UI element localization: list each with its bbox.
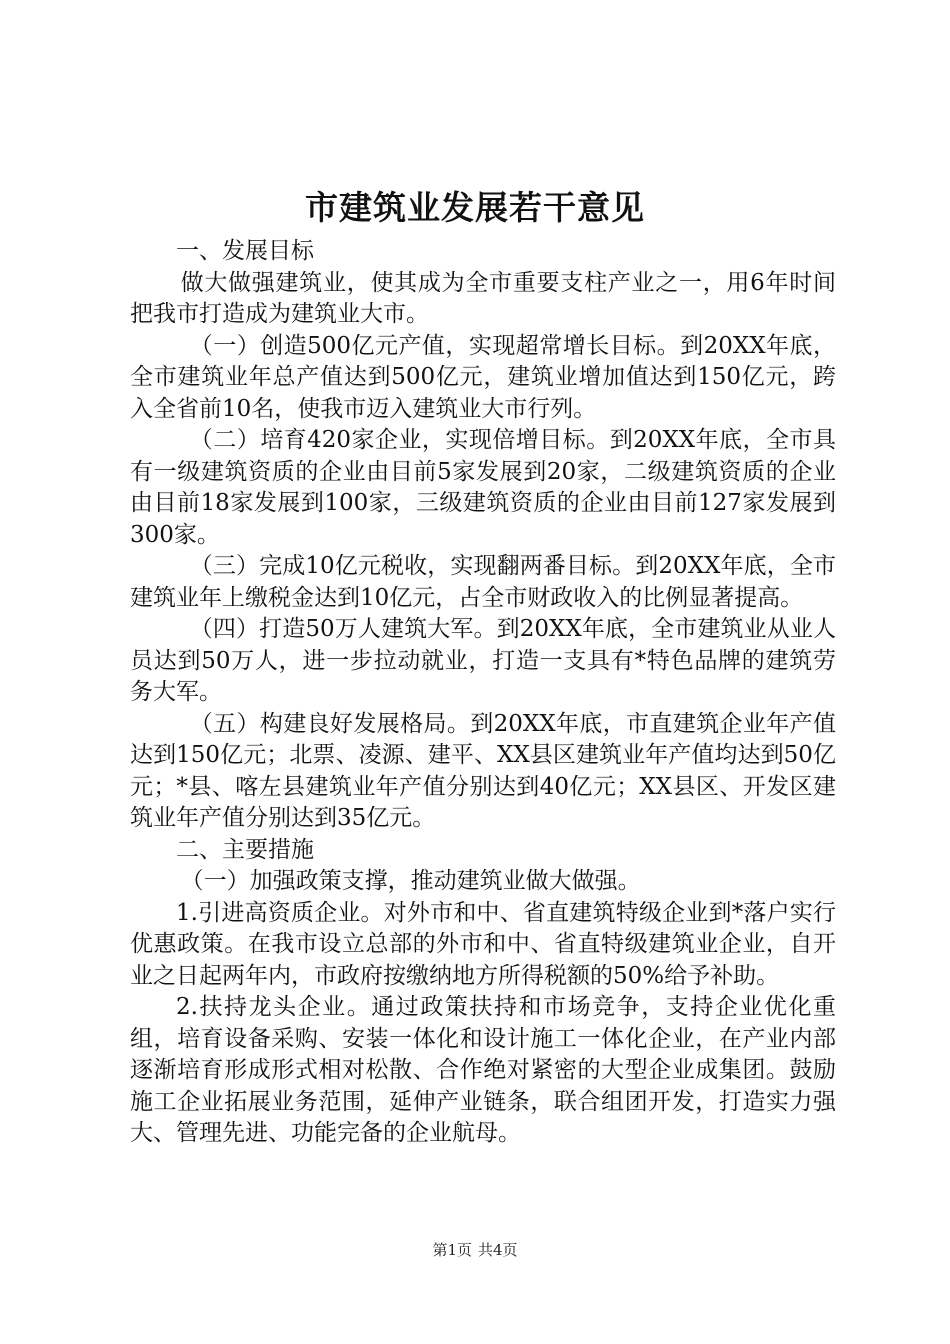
paragraph-10: 1.引进高资质企业。对外市和中、省直建筑特级企业到*落户实行优惠政策。在我市设立总部的外市和中、省直特级建筑业企业，自开业之日起两年内，市政府按缴纳地方所得税额的50%给予补助。 [130,899,836,989]
paragraph-6: （四）打造50万人建筑大军。到20XX年底，全市建筑业从业人员达到50万人，进一步拉动就业，打造一支具有*特色品牌的建筑劳务大军。 [130,616,836,705]
paragraph-5: （三）完成10亿元税收，实现翻两番目标。到20XX年底，全市建筑业年上缴税金达到10亿元，占全市财政收入的比例显著提高。 [130,553,836,611]
paragraph-4: （二）培育420家企业，实现倍增目标。到20XX年底，全市具有一级建筑资质的企业由目前5家发展到20家，二级建筑资质的企业由目前18家发展到100家，三级建筑资质的企业由目前127家发展到300家。 [130,427,836,548]
paragraph-8: 二、主要措施 [176,836,314,863]
page-footer [0,1240,950,1260]
paragraph-1: 一、发展目标 [176,238,314,264]
document-title: 市建筑业发展若干意见 [305,188,645,227]
document-body [130,236,836,1150]
page-number: 第1页 [432,1241,472,1259]
page-total: 共4页 [478,1241,518,1259]
paragraph-3: （一）创造500亿元产值，实现超常增长目标。到20XX年底，全市建筑业年总产值达到500亿元，建筑业增加值达到150亿元，跨入全省前10名，使我市迈入建筑业大市行列。 [130,332,836,422]
paragraph-9: （一）加强政策支撑，推动建筑业做大做强。 [180,868,641,894]
paragraph-7: （五）构建良好发展格局。到20XX年底，市直建筑企业年产值达到150亿元；北票、凌源、建平、XX县区建筑业年产值均达到50亿元；*县、喀左县建筑业年产值分别达到40亿元；XX县区、开发区建筑业年产值分别达到35亿元。 [130,710,836,831]
paragraph-11: 2.扶持龙头企业。通过政策扶持和市场竞争，支持企业优化重组，培育设备采购、安装一体化和设计施工一体化企业，在产业内部逐渐培育形成形式相对松散、合作绝对紧密的大型企业成集团。鼓励施工企业拓展业务范围，延伸产业链条，联合组团开发，打造实力强大、管理先进、功能完备的企业航母。 [130,994,836,1146]
paragraph-2: 做大做强建筑业，使其成为全市重要支柱产业之一，用6年时间把我市打造成为建筑业大市。 [130,269,836,327]
